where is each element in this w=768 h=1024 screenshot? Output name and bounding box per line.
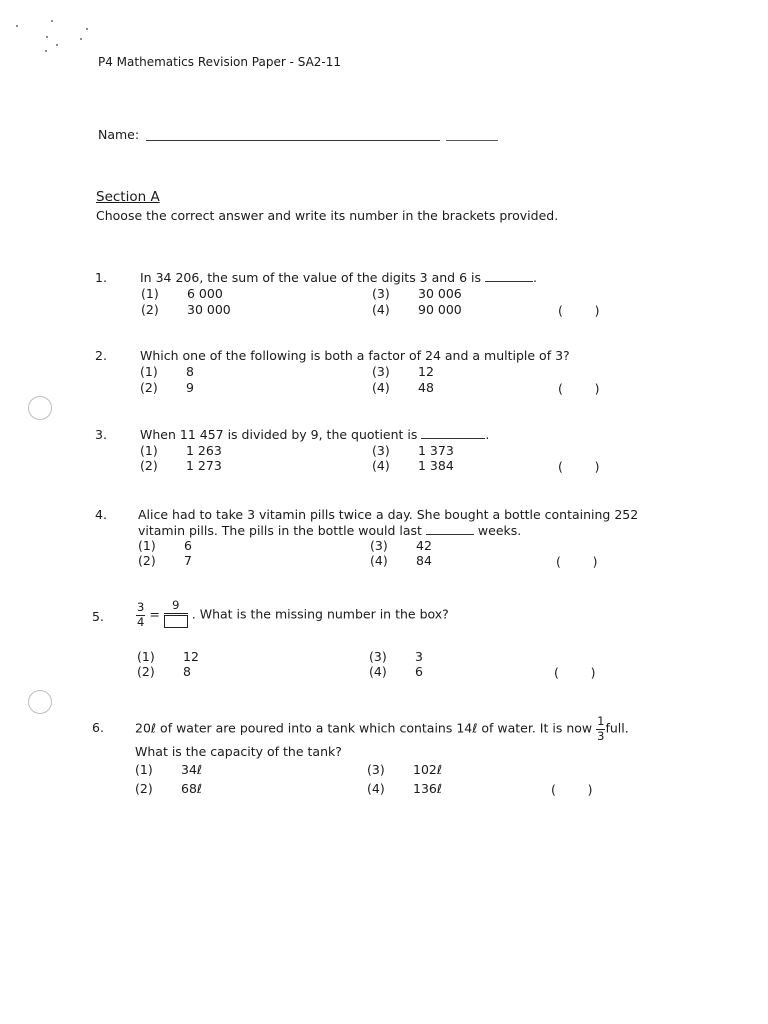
- option-2: [141, 302, 231, 317]
- option-value: 42: [416, 538, 432, 553]
- name-answer-line-extension: [446, 140, 498, 141]
- option-3: [372, 443, 454, 458]
- question-text-line-2: [138, 523, 521, 538]
- option-number: (1): [135, 762, 153, 777]
- option-2: [140, 458, 222, 473]
- section-title: Section A: [96, 189, 160, 205]
- option-4: [372, 458, 454, 473]
- option-3: [372, 364, 434, 379]
- option-value: 48: [418, 380, 434, 395]
- option-value: 1 373: [418, 443, 454, 458]
- option-value: 1 273: [186, 458, 222, 473]
- option-2: [140, 380, 194, 395]
- answer-bracket[interactable]: ( ): [551, 782, 593, 797]
- question-6: [0, 714, 768, 804]
- option-value: 84: [416, 553, 432, 568]
- option-number: (2): [137, 664, 155, 679]
- name-label: Name:: [98, 127, 140, 142]
- question-text-part: vitamin pills. The pills in the bottle would last: [138, 523, 422, 538]
- fraction-numerator: 9: [164, 600, 188, 614]
- option-value: 12: [418, 364, 434, 379]
- option-1: [140, 443, 222, 458]
- question-3: [0, 427, 768, 497]
- question-1: [0, 270, 768, 340]
- option-value: 3: [415, 649, 423, 664]
- answer-blank: [485, 270, 533, 282]
- question-2: [0, 348, 768, 418]
- fraction-with-box: [164, 600, 188, 630]
- option-value: 8: [186, 364, 194, 379]
- option-value: 90 000: [418, 302, 462, 317]
- option-value: 8: [183, 664, 191, 679]
- option-number: (2): [140, 380, 158, 395]
- option-4: [369, 664, 423, 679]
- option-value: 6: [415, 664, 423, 679]
- option-value: 34ℓ: [181, 762, 203, 777]
- option-value: 30 000: [187, 302, 231, 317]
- scan-speck: [16, 25, 18, 27]
- answer-bracket[interactable]: ( ): [558, 381, 600, 396]
- option-number: (3): [372, 443, 390, 458]
- question-number: 6.: [92, 720, 104, 735]
- option-3: [369, 649, 423, 664]
- option-value: 1 263: [186, 443, 222, 458]
- fraction-three-quarters: [136, 602, 145, 628]
- question-text: [140, 427, 489, 442]
- scan-speck: [46, 36, 48, 38]
- question-text-line-1: Alice had to take 3 vitamin pills twice a day. She bought a bottle containing 252: [138, 507, 639, 522]
- equals-sign: =: [149, 606, 160, 622]
- option-number: (3): [367, 762, 385, 777]
- question-text-part: 20ℓ of water are poured into a tank which contains 14ℓ of water. It is now: [135, 720, 593, 736]
- binder-hole: [28, 690, 52, 714]
- option-1: [141, 286, 223, 301]
- option-3: [370, 538, 432, 553]
- answer-bracket[interactable]: ( ): [558, 303, 600, 318]
- option-value: 136ℓ: [413, 781, 443, 796]
- option-number: (1): [141, 286, 159, 301]
- option-number: (2): [141, 302, 159, 317]
- option-number: (4): [372, 380, 390, 395]
- scan-speck: [80, 38, 82, 40]
- option-number: (3): [369, 649, 387, 664]
- scan-speck: [86, 28, 88, 30]
- option-number: (2): [138, 553, 156, 568]
- option-number: (1): [140, 443, 158, 458]
- paper-title: P4 Mathematics Revision Paper - SA2-11: [98, 55, 342, 69]
- question-text-line-2: What is the capacity of the tank?: [135, 744, 342, 759]
- option-value: 6: [184, 538, 192, 553]
- question-4: [0, 507, 768, 587]
- option-2: [137, 664, 191, 679]
- question-number: 4.: [95, 507, 107, 522]
- option-1: [138, 538, 192, 553]
- option-4: [372, 302, 462, 317]
- option-4: [372, 380, 434, 395]
- option-number: (1): [140, 364, 158, 379]
- answer-blank: [426, 523, 474, 535]
- option-number: (2): [140, 458, 158, 473]
- answer-blank: [421, 427, 485, 439]
- option-4: [367, 781, 442, 796]
- question-text-part: When 11 457 is divided by 9, the quotient is: [140, 427, 418, 442]
- option-value: 1 384: [418, 458, 454, 473]
- question-text: [140, 270, 537, 285]
- option-2: [138, 553, 192, 568]
- name-answer-line[interactable]: [146, 140, 440, 141]
- fraction-numerator: 1: [597, 714, 605, 728]
- fraction-denominator: [164, 614, 188, 631]
- question-text: Which one of the following is both a factor of 24 and a multiple of 3?: [140, 348, 570, 363]
- option-1: [140, 364, 194, 379]
- option-number: (1): [138, 538, 156, 553]
- option-number: (4): [372, 458, 390, 473]
- option-value: 30 006: [418, 286, 462, 301]
- question-text: [136, 600, 449, 630]
- scan-speck: [45, 50, 47, 52]
- question-number: 2.: [95, 348, 107, 363]
- question-text-part: In 34 206, the sum of the value of the digits 3 and 6 is: [140, 270, 482, 285]
- fraction-denominator: 4: [137, 614, 145, 629]
- fraction-denominator: 3: [597, 728, 605, 743]
- question-text-part: .: [533, 270, 537, 285]
- option-1: [137, 649, 199, 664]
- missing-number-box: [164, 615, 188, 628]
- question-text-part: full.: [605, 720, 629, 736]
- option-2: [135, 781, 202, 796]
- option-number: (3): [372, 364, 390, 379]
- option-3: [372, 286, 462, 301]
- scan-speck: [56, 44, 58, 46]
- option-number: (4): [367, 781, 385, 796]
- question-text-part: weeks.: [477, 523, 522, 538]
- fraction-numerator: 3: [137, 600, 145, 614]
- answer-bracket[interactable]: ( ): [554, 665, 596, 680]
- option-value: 9: [186, 380, 194, 395]
- option-value: 12: [183, 649, 199, 664]
- question-text-part: .: [485, 427, 490, 442]
- option-value: 68ℓ: [181, 781, 203, 796]
- question-text-line-1: [135, 716, 629, 742]
- option-value: 102ℓ: [413, 762, 443, 777]
- option-number: (4): [370, 553, 388, 568]
- option-number: (2): [135, 781, 153, 796]
- option-4: [370, 553, 432, 568]
- option-value: 7: [184, 553, 192, 568]
- answer-bracket[interactable]: ( ): [558, 459, 600, 474]
- option-value: 6 000: [187, 286, 223, 301]
- question-number: 1.: [95, 270, 107, 285]
- question-text-part: . What is the missing number in the box?: [191, 606, 449, 622]
- section-instruction: Choose the correct answer and write its number in the brackets provided.: [96, 208, 559, 223]
- option-1: [135, 762, 202, 777]
- option-number: (1): [137, 649, 155, 664]
- answer-bracket[interactable]: ( ): [556, 554, 598, 569]
- option-3: [367, 762, 442, 777]
- question-5: [0, 600, 768, 685]
- option-number: (4): [372, 302, 390, 317]
- option-number: (3): [372, 286, 390, 301]
- question-number: 5.: [92, 609, 104, 624]
- question-number: 3.: [95, 427, 107, 442]
- option-number: (3): [370, 538, 388, 553]
- scan-speck: [51, 20, 53, 22]
- option-number: (4): [369, 664, 387, 679]
